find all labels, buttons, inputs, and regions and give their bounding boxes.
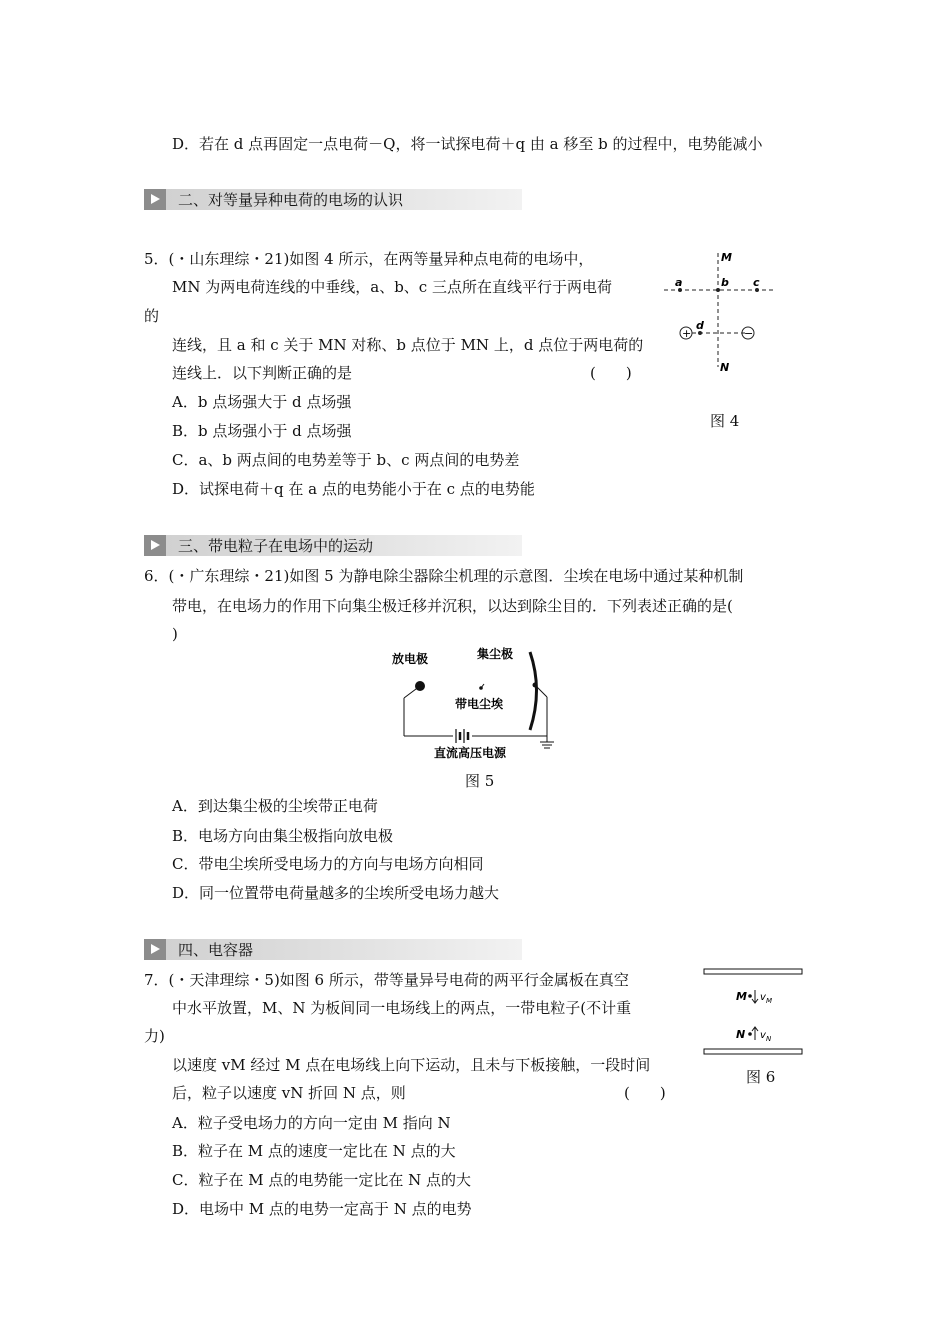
q7-stem-line2: 中水平放置，M、N 为板间同一电场线上的两点，一带电粒子(不计重: [172, 999, 632, 1017]
q6-option-c: C．带电尘埃所受电场力的方向与电场方向相同: [172, 855, 484, 873]
q5-answer-paren: ( ): [590, 364, 632, 382]
figure-5-caption: 图 5: [465, 772, 495, 790]
figure-5-diagram: [380, 640, 570, 765]
q5-option-a: A．b 点场强大于 d 点场强: [172, 393, 352, 411]
q5-stem-line4: 连线，且 a 和 c 关于 MN 对称、b 点位于 MN 上，d 点位于两电荷的: [172, 336, 644, 354]
q6-option-b: B．电场方向由集尘极指向放电极: [172, 827, 394, 845]
label-charged-dust: 带电尘埃: [455, 697, 504, 711]
label-m: M: [721, 251, 732, 264]
minus-sign: −: [744, 327, 754, 340]
label-vn-subscript: N: [766, 1035, 772, 1043]
play-triangle-icon: [144, 189, 166, 210]
section-title: 三、带电粒子在电场中的运动: [178, 537, 374, 555]
q6-option-d: D．同一位置带电荷量越多的尘埃所受电场力越大: [172, 884, 500, 902]
q7-answer-paren: ( ): [624, 1084, 666, 1102]
figure-4-caption: 图 4: [710, 412, 740, 430]
q7-stem-line1: 7．(・天津理综・5)如图 6 所示，带等量异号电荷的两平行金属板在真空: [144, 971, 629, 989]
play-triangle-icon: [144, 939, 166, 960]
q7-option-c: C．粒子在 M 点的电势能一定比在 N 点的大: [172, 1171, 472, 1189]
q5-stem-line2: MN 为两电荷连线的中垂线，a、b、c 三点所在直线平行于两电荷: [172, 278, 612, 296]
figure-6-diagram: [700, 962, 810, 1060]
q6-option-a: A．到达集尘极的尘埃带正电荷: [172, 797, 378, 815]
plus-sign: +: [682, 327, 692, 340]
label-c: c: [753, 276, 760, 289]
figure-6-caption: 图 6: [746, 1068, 776, 1086]
label-discharge-electrode: 放电极: [392, 652, 429, 666]
figure-4-diagram: [660, 245, 790, 380]
section-title: 二、对等量异种电荷的电场的认识: [178, 191, 404, 209]
label-a: a: [675, 276, 683, 289]
q5-stem-line3: 的: [144, 307, 160, 325]
q7-stem-line4: 以速度 vM 经过 M 点在电场线上向下运动，且未与下板接触，一段时间: [172, 1056, 651, 1074]
q7-stem-line5: 后，粒子以速度 vN 折回 N 点，则: [172, 1084, 406, 1102]
q5-option-b: B．b 点场强小于 d 点场强: [172, 422, 352, 440]
label-d: d: [696, 319, 704, 332]
q5-stem-line1: 5．(・山东理综・21)如图 4 所示，在两等量异种点电荷的电场中，: [144, 250, 594, 268]
q5-option-d: D．试探电荷＋q 在 a 点的电势能小于在 c 点的电势能: [172, 480, 535, 498]
label-n: N: [736, 1028, 746, 1041]
q5-option-c: C．a、b 两点间的电势差等于 b、c 两点间的电势差: [172, 451, 520, 469]
q6-stem-line3: ): [172, 625, 178, 643]
label-vm: v: [760, 992, 766, 1003]
q6-stem-line2: 带电，在电场力的作用下向集尘极迁移并沉积，以达到除尘目的．下列表述正确的是(: [172, 597, 733, 615]
q6-stem-line1: 6．(・广东理综・21)如图 5 为静电除尘器除尘机理的示意图．尘埃在电场中通过某种机制: [144, 567, 744, 585]
label-n: N: [720, 361, 730, 374]
label-power-source: 直流高压电源: [434, 746, 507, 760]
section-header-4: [144, 939, 522, 960]
play-triangle-icon: [144, 535, 166, 556]
section-header-2: [144, 189, 522, 210]
q7-option-a: A．粒子受电场力的方向一定由 M 指向 N: [172, 1114, 451, 1132]
q5-stem-line5: 连线上．以下判断正确的是: [172, 364, 353, 382]
q7-option-b: B．粒子在 M 点的速度一定比在 N 点的大: [172, 1142, 456, 1160]
label-b: b: [721, 276, 729, 289]
label-collector-electrode: 集尘极: [477, 647, 514, 661]
label-vm-subscript: M: [766, 997, 773, 1005]
q4-option-d: D．若在 d 点再固定一点电荷－Q，将一试探电荷＋q 由 a 移至 b 的过程中，电势能减小: [172, 135, 763, 153]
section-title: 四、电容器: [178, 941, 254, 959]
label-vn: v: [760, 1030, 766, 1041]
label-m: M: [736, 990, 747, 1003]
section-header-3: [144, 535, 522, 556]
q7-stem-line3: 力): [144, 1027, 165, 1045]
q7-option-d: D．电场中 M 点的电势一定高于 N 点的电势: [172, 1200, 472, 1218]
